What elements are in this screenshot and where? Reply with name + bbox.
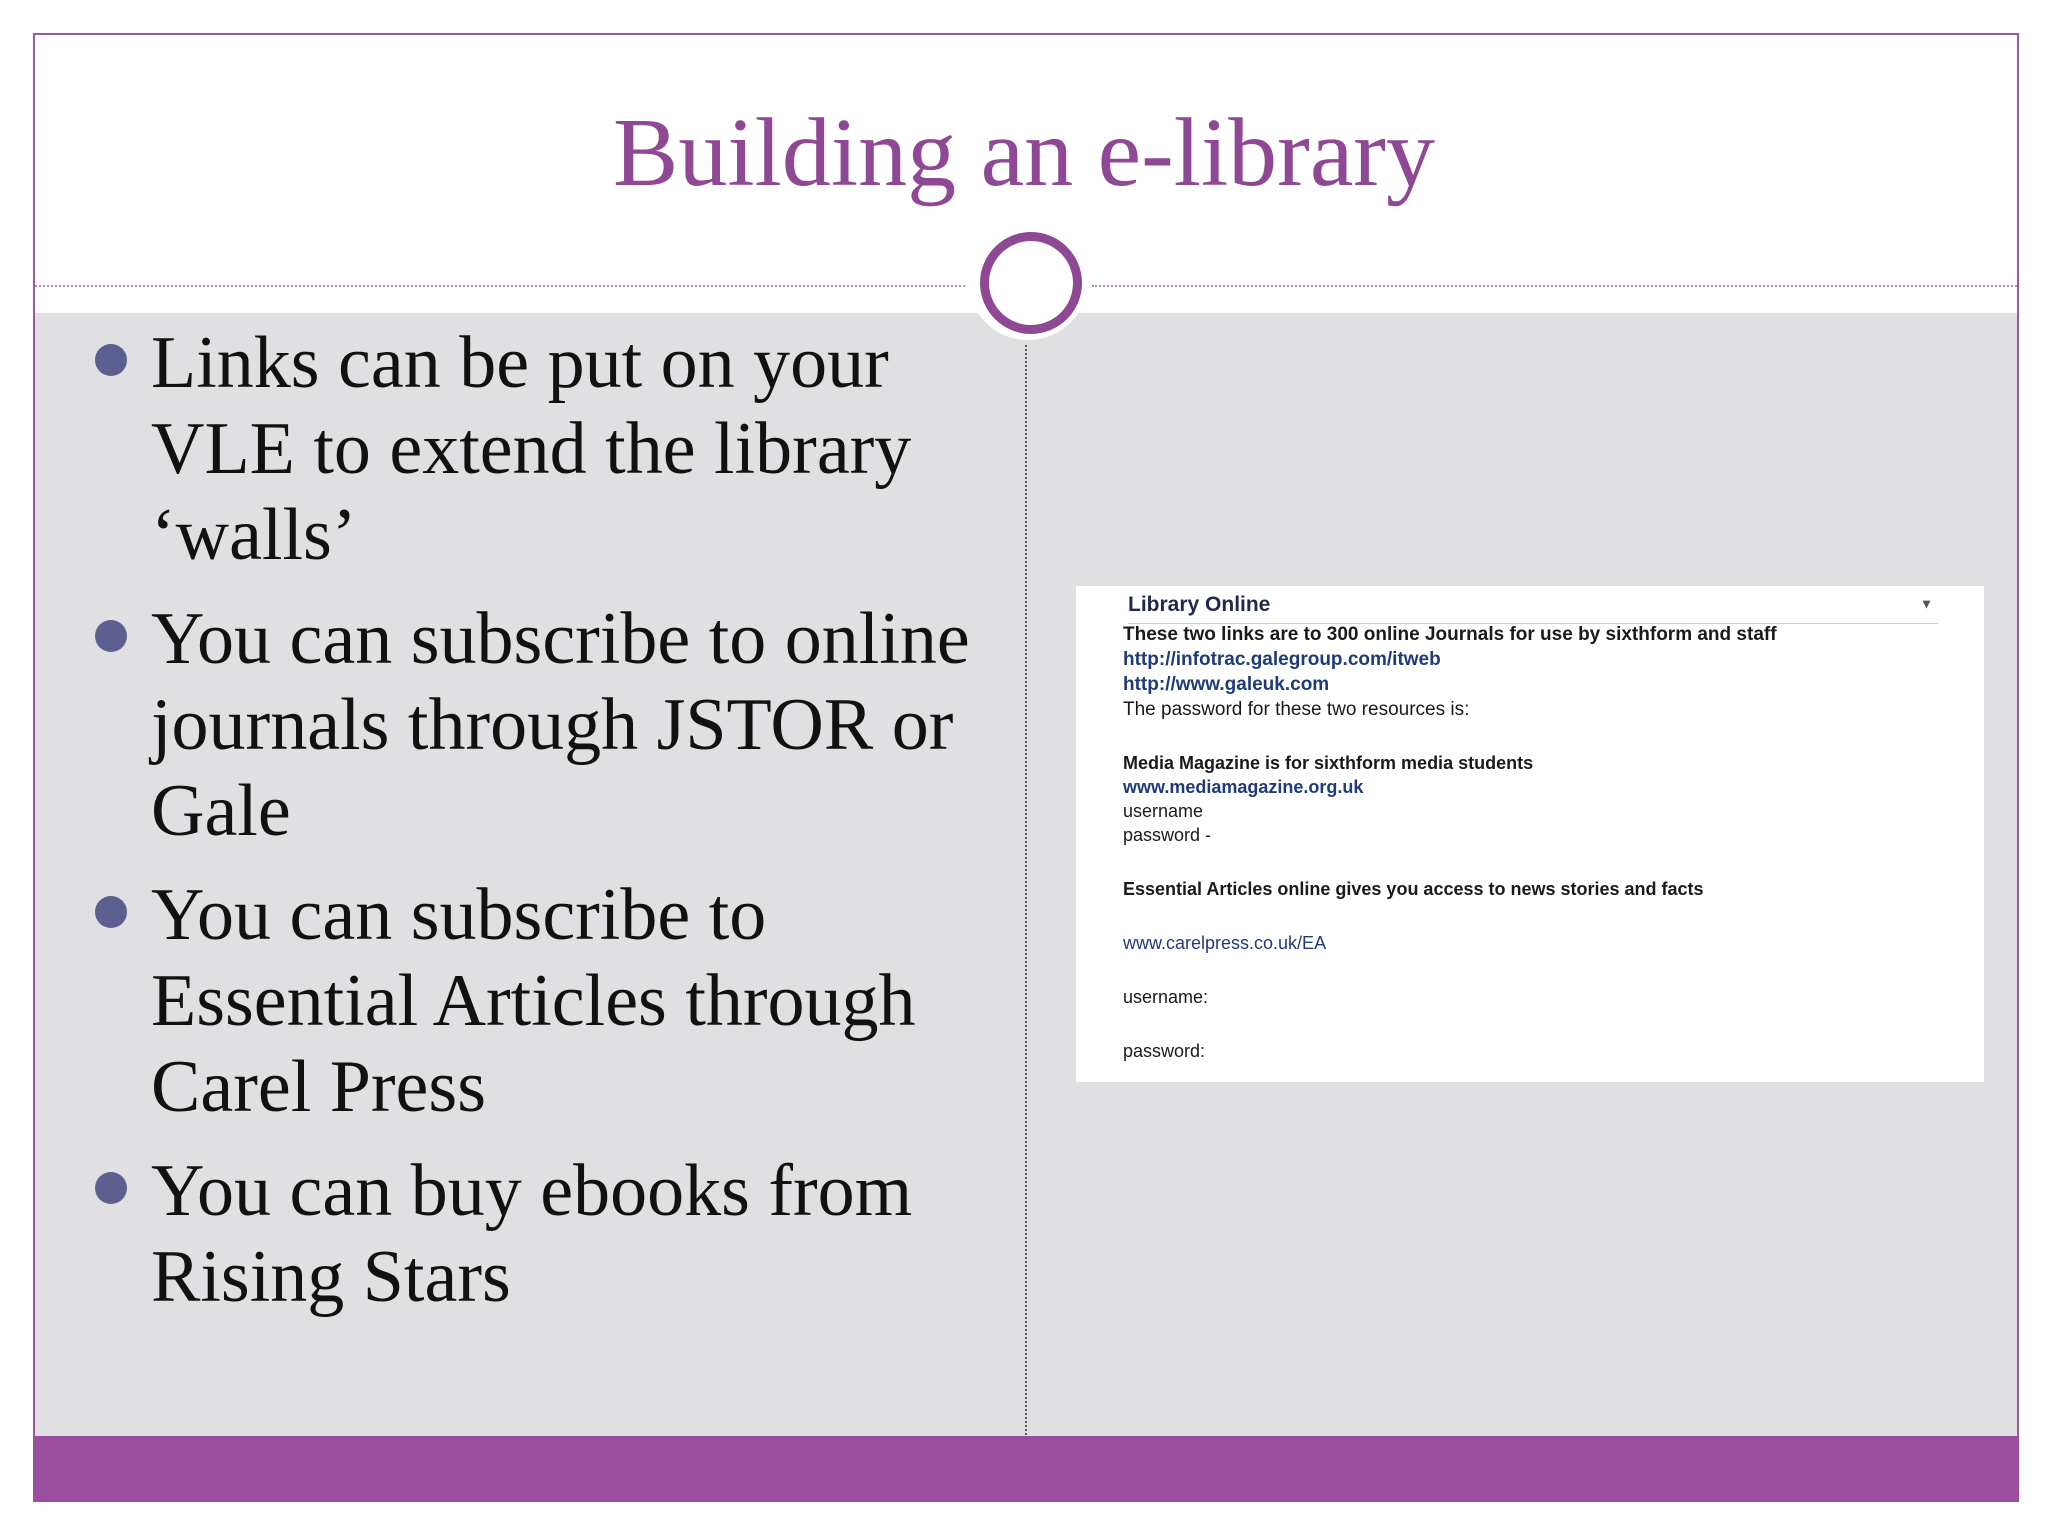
title-divider-left (35, 285, 965, 287)
bullet-text: You can subscribe to online journals through JSTOR or Gale (151, 598, 970, 852)
media-password-label: password - (1123, 825, 1212, 845)
bullet-item (95, 596, 995, 854)
bullet-item (95, 872, 995, 1130)
library-online-header (1128, 593, 1938, 624)
dropdown-caret-icon[interactable]: ▾ (1922, 595, 1930, 611)
password-note: The password for these two resources is: (1123, 699, 1470, 720)
media-magazine-heading: Media Magazine is for sixthform media students (1123, 753, 1534, 773)
ea-username-label: username: (1123, 987, 1209, 1007)
ea-password-label: password: (1123, 1041, 1206, 1061)
column-divider (1025, 345, 1027, 1435)
bullet-dot-icon (95, 620, 127, 652)
bullet-text: Links can be put on your VLE to extend the library ‘walls’ (151, 322, 912, 576)
library-online-title: Library Online (1128, 593, 1271, 616)
intro-text: These two links are to 300 online Journals for use by sixthform and staff (1123, 624, 1777, 645)
carelpress-link[interactable]: www.carelpress.co.uk/EA (1123, 933, 1327, 953)
circle-ornament-icon (980, 232, 1082, 334)
title-divider-right (1092, 285, 2017, 287)
bullet-text: You can buy ebooks from Rising Stars (151, 1150, 913, 1318)
bullet-text: You can subscribe to Essential Articles through Carel Press (151, 874, 916, 1128)
bullet-dot-icon (95, 896, 127, 928)
media-magazine-link[interactable]: www.mediamagazine.org.uk (1123, 777, 1364, 797)
bullet-item (95, 320, 995, 578)
bullet-dot-icon (95, 1172, 127, 1204)
bullet-dot-icon (95, 344, 127, 376)
bullet-item (95, 1148, 995, 1320)
essential-articles-heading: Essential Articles online gives you access to news stories and facts (1123, 879, 1704, 899)
gale-infotrac-link[interactable]: http://infotrac.galegroup.com/itweb (1123, 649, 1441, 670)
galeuk-link[interactable]: http://www.galeuk.com (1123, 674, 1330, 695)
footer-bar (33, 1436, 2019, 1502)
bullet-list (95, 320, 995, 1338)
media-username-label: username (1123, 801, 1204, 821)
slide-title: Building an e-library (613, 99, 1435, 207)
library-online-screenshot (1076, 586, 1984, 1082)
